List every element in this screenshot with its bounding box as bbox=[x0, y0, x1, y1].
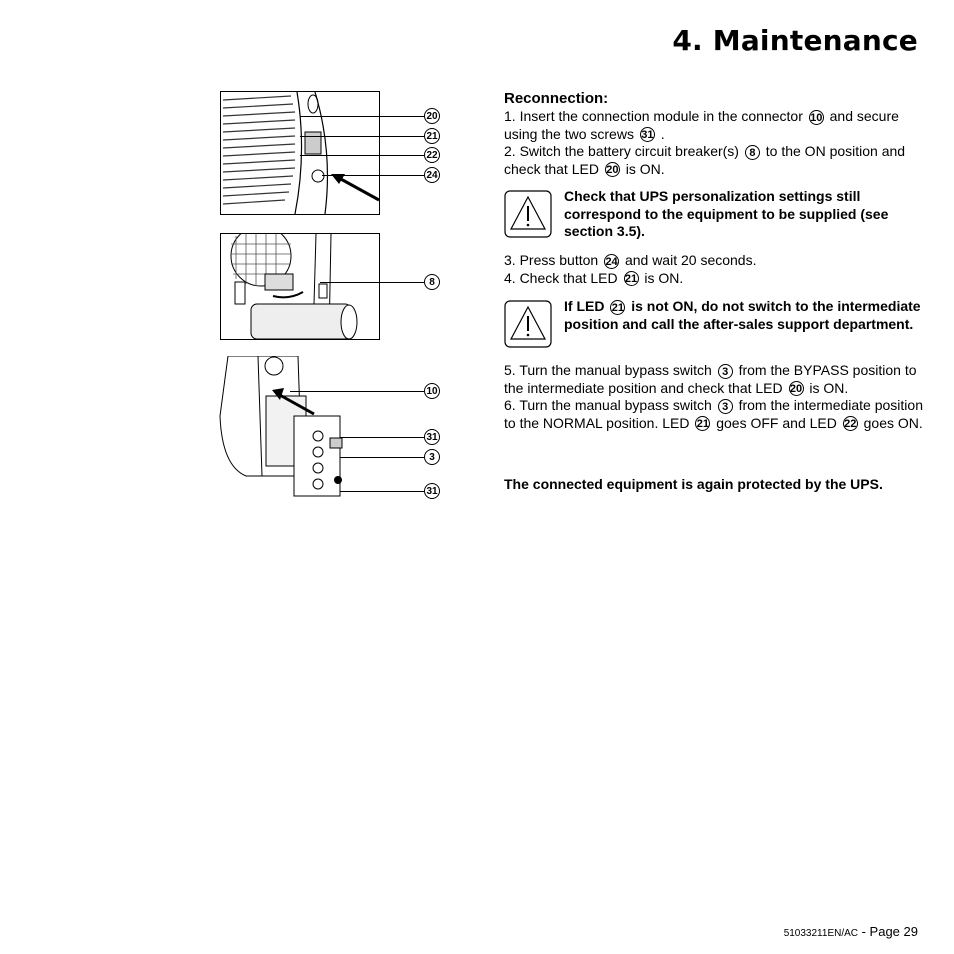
callout-22: 22 bbox=[424, 147, 440, 163]
figure-led-panel bbox=[220, 91, 380, 215]
breaker-illustration bbox=[221, 234, 379, 339]
ref-number: 3 bbox=[718, 364, 733, 379]
led-panel-illustration bbox=[221, 92, 379, 214]
section-heading: Reconnection: bbox=[504, 90, 609, 107]
ref-number: 21 bbox=[696, 418, 709, 431]
callout-10: 10 bbox=[424, 383, 440, 399]
callout-leader bbox=[300, 116, 424, 117]
conclusion: The connected equipment is again protected by the UPS. bbox=[504, 476, 883, 492]
callout-leader bbox=[340, 437, 424, 438]
callout-leader bbox=[300, 136, 424, 137]
steps-5-6: 5. Turn the manual bypass switch 3 from the BYPASS position to the intermediate position and check that LED 20 is ON. 6. Turn the manual bypass switch 3 from the intermediate position to the NORMAL position. LED 21 goes OFF and LED 22 goes ON. bbox=[504, 362, 923, 431]
callout-leader bbox=[290, 391, 424, 392]
ref-number: 21 bbox=[624, 273, 638, 286]
warning-icon bbox=[504, 190, 552, 238]
page-number: - Page 29 bbox=[858, 924, 918, 939]
callout-21: 21 bbox=[424, 128, 440, 144]
callout-20: 20 bbox=[424, 108, 440, 124]
figure-bypass-module bbox=[218, 356, 368, 498]
page-footer bbox=[784, 924, 918, 939]
ref-number: 22 bbox=[844, 418, 857, 431]
ref-number: 3 bbox=[718, 399, 733, 414]
callout-leader bbox=[320, 282, 424, 283]
callout-31: 31 bbox=[424, 429, 440, 445]
warning-text: If LED 21 is not ON, do not switch to the intermediate position and call the after-sales support department. bbox=[564, 298, 921, 332]
callout-3: 3 bbox=[424, 449, 440, 465]
ref-number: 31 bbox=[641, 129, 654, 142]
ref-number: 20 bbox=[789, 383, 803, 396]
callout-leader bbox=[322, 175, 424, 176]
document-code: 51033211EN/AC bbox=[783, 928, 858, 939]
ref-number: 20 bbox=[606, 164, 619, 177]
callout-leader bbox=[340, 491, 424, 492]
callout-8: 8 bbox=[424, 274, 440, 290]
callout-24: 24 bbox=[424, 167, 440, 183]
callout-31-lower: 31 bbox=[424, 483, 440, 499]
warning-text: Check that UPS personalization settings still correspond to the equipment to be supplied (see section 3.5). bbox=[564, 188, 889, 239]
steps-1-2: 1. Insert the connection module in the connector 10 and secure using the two screws 31 . 2. Switch the battery circuit breaker(s) 8 to the ON position and check that LED 20 is ON. bbox=[504, 108, 906, 177]
bypass-module-illustration bbox=[218, 356, 368, 498]
ref-number: 10 bbox=[810, 111, 823, 124]
ref-number: 21 bbox=[611, 301, 624, 314]
callout-leader bbox=[300, 155, 424, 156]
steps-3-4: 3. Press button 24 and wait 20 seconds. 4. Check that LED 21 is ON. bbox=[504, 252, 757, 286]
figure-breaker bbox=[220, 233, 380, 340]
ref-number: 24 bbox=[605, 255, 618, 268]
page-title: 4. Maintenance bbox=[672, 24, 918, 57]
callout-leader bbox=[340, 457, 424, 458]
warning-icon bbox=[504, 300, 552, 348]
ref-number: 8 bbox=[745, 145, 760, 160]
